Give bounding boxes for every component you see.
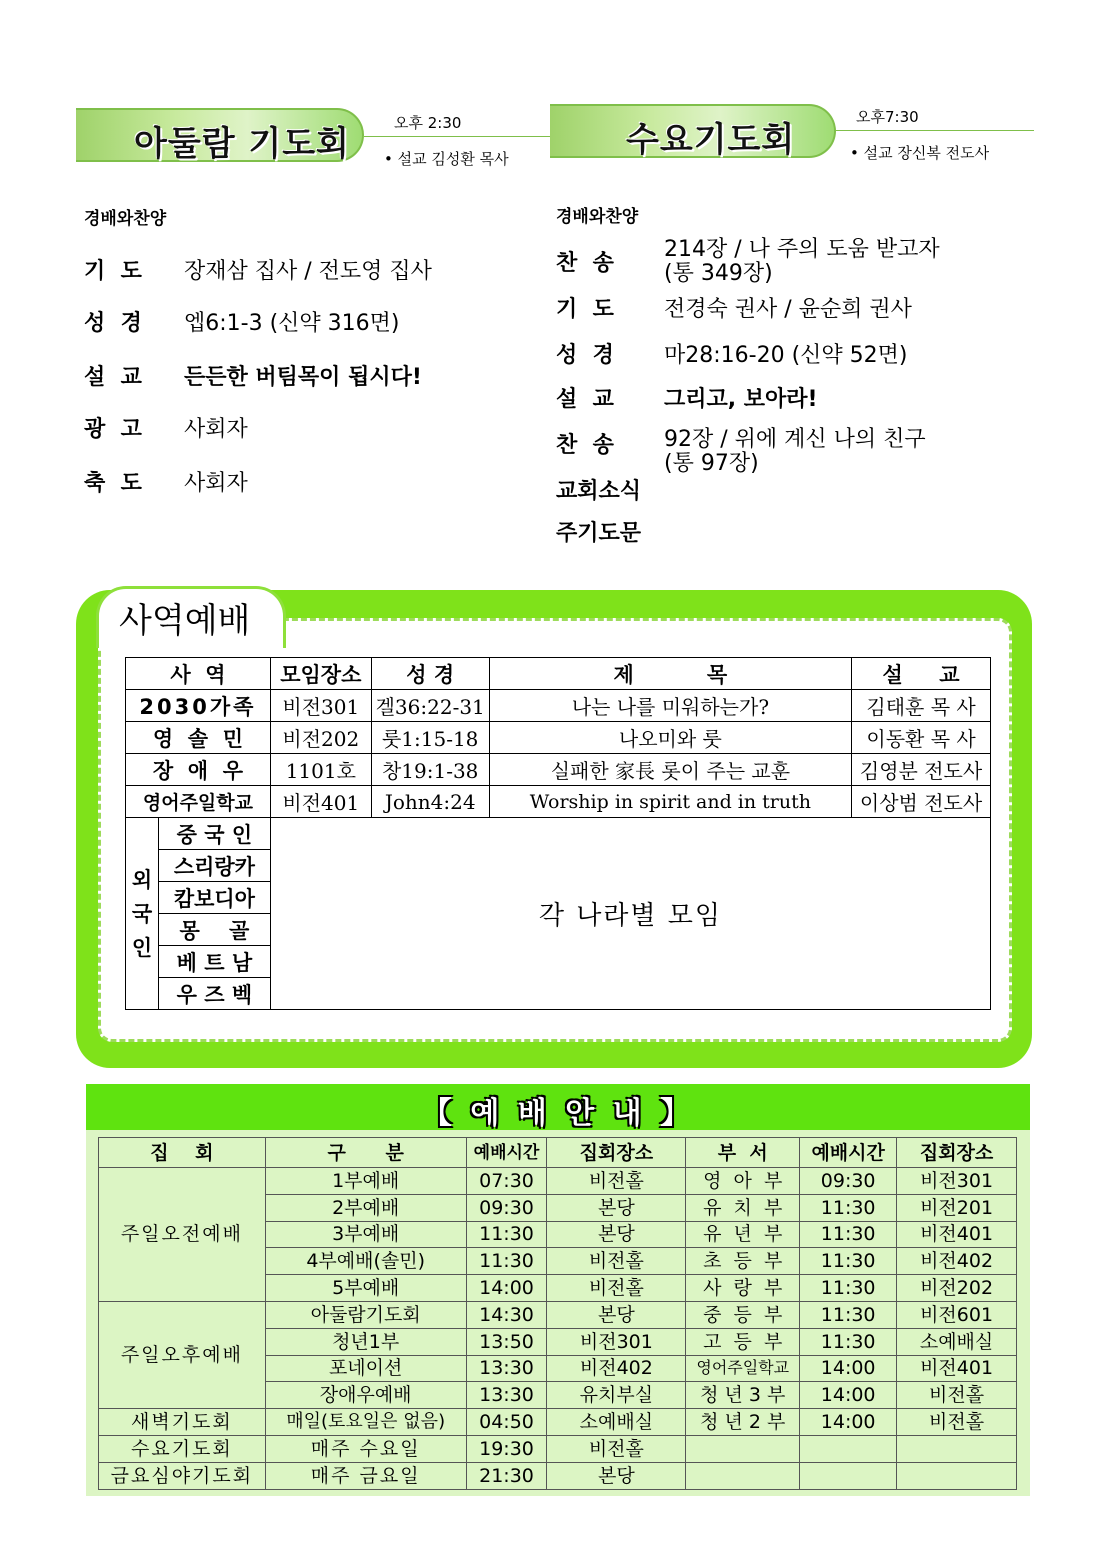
schedule-place: 비전홀	[547, 1168, 686, 1195]
ministry-preacher: 김태훈 목 사	[852, 690, 991, 722]
schedule-dept-time: 14:00	[800, 1382, 897, 1409]
adullam-row-label: 축 도	[84, 471, 142, 496]
schedule-dept-time: 11:30	[800, 1248, 897, 1275]
ministry-subject: 나오미와 룻	[489, 722, 851, 754]
schedule-dept-time	[800, 1462, 897, 1489]
schedule-dept: 사 랑 부	[686, 1275, 800, 1302]
wednesday-preacher: • 설교 장신복 전도사	[850, 144, 990, 162]
header-cell: 모임장소	[270, 658, 371, 690]
wednesday-hymn2-line1: 92장 / 위에 계신 나의 친구	[664, 427, 926, 452]
header-cell: 집 회	[99, 1138, 266, 1168]
foreign-row	[126, 818, 991, 850]
ministry-place: 비전301	[270, 690, 371, 722]
schedule-place: 본당	[547, 1462, 686, 1489]
table-row	[99, 1462, 1017, 1489]
schedule-dept-time: 11:30	[800, 1328, 897, 1355]
schedule-dept-time: 11:30	[800, 1221, 897, 1248]
ministry-row	[126, 722, 991, 754]
ministry-subject: 실패한 家長 롯이 주는 교훈	[489, 754, 851, 786]
schedule-dept: 영어주일학교	[686, 1355, 800, 1382]
wednesday-worship-label: 경배와찬양	[556, 207, 639, 227]
schedule-dept-place: 비전401	[897, 1355, 1017, 1382]
ministry-table	[125, 657, 991, 1010]
schedule-dept-place: 비전401	[897, 1221, 1017, 1248]
wednesday-lords-prayer: 주기도문	[556, 521, 642, 546]
header-cell: 집회장소	[547, 1138, 686, 1168]
schedule-time: 21:30	[466, 1462, 547, 1489]
schedule-dept-place: 비전301	[897, 1168, 1017, 1195]
schedule-division: 2부예배	[265, 1194, 466, 1221]
adullam-row-value: 든든한 버팀목이 됩시다!	[184, 365, 422, 390]
header-cell: 성 경	[371, 658, 489, 690]
header-cell: 예배시간	[800, 1138, 897, 1168]
ministry-row	[126, 786, 991, 818]
adullam-title: 아둘람 기도회	[134, 124, 350, 164]
schedule-dept-place: 비전202	[897, 1275, 1017, 1302]
wednesday-title: 수요기도회	[626, 120, 796, 160]
schedule-group: 주일오후예배	[99, 1301, 266, 1408]
schedule-division: 1부예배	[265, 1168, 466, 1195]
adullam-divider	[364, 136, 554, 137]
schedule-title: 【 예 배 안 내 】	[421, 1096, 695, 1131]
schedule-group: 수요기도회	[99, 1435, 266, 1462]
schedule-dept-place: 비전201	[897, 1194, 1017, 1221]
adullam-row-label: 설 교	[84, 365, 142, 390]
schedule-division: 아둘람기도회	[265, 1301, 466, 1328]
wednesday-scripture: 마28:16-20 (신약 52면)	[664, 343, 908, 368]
header-cell: 제 목	[489, 658, 851, 690]
wednesday-news: 교회소식	[556, 479, 642, 504]
schedule-division: 장애우예배	[265, 1382, 466, 1409]
schedule-dept: 초 등 부	[686, 1248, 800, 1275]
header-cell: 설 교	[852, 658, 991, 690]
wednesday-hymn1-line2: (통 349장)	[664, 261, 773, 286]
foreign-label	[126, 818, 159, 1010]
wednesday-banner	[550, 104, 836, 158]
wednesday-prayer-label: 기 도	[556, 297, 614, 322]
adullam-row-label: 기 도	[84, 259, 142, 284]
foreign-label-char: 인	[131, 935, 153, 960]
adullam-row-value: 엡6:1-3 (신약 316면)	[184, 311, 400, 336]
ministry-preacher: 이동환 목 사	[852, 722, 991, 754]
schedule-dept-place: 비전홀	[897, 1382, 1017, 1409]
schedule-dept-place	[897, 1435, 1017, 1462]
schedule-place: 유치부실	[547, 1382, 686, 1409]
schedule-place: 비전홀	[547, 1435, 686, 1462]
schedule-dept-time: 09:30	[800, 1168, 897, 1195]
schedule-dept-time: 11:30	[800, 1275, 897, 1302]
table-row	[99, 1168, 1017, 1195]
schedule-place: 비전301	[547, 1328, 686, 1355]
schedule-dept: 영 아 부	[686, 1168, 800, 1195]
ministry-row	[126, 690, 991, 722]
schedule-division: 포네이션	[265, 1355, 466, 1382]
ministry-preacher: 이상범 전도사	[852, 786, 991, 818]
schedule-dept-place: 소예배실	[897, 1328, 1017, 1355]
schedule-group: 새벽기도회	[99, 1409, 266, 1436]
schedule-time: 11:30	[466, 1221, 547, 1248]
schedule-header-row	[99, 1138, 1017, 1168]
schedule-place: 본당	[547, 1194, 686, 1221]
table-row	[99, 1301, 1017, 1328]
schedule-place: 소예배실	[547, 1409, 686, 1436]
header-cell: 예배시간	[466, 1138, 547, 1168]
schedule-dept-place: 비전402	[897, 1248, 1017, 1275]
adullam-preacher: • 설교 김성환 목사	[384, 150, 509, 168]
schedule-time: 13:30	[466, 1355, 547, 1382]
header-cell: 집회장소	[897, 1138, 1017, 1168]
schedule-dept: 청 년 2 부	[686, 1409, 800, 1436]
foreign-group: 몽 골	[158, 914, 270, 946]
schedule-dept-place: 비전홀	[897, 1409, 1017, 1436]
schedule-time: 19:30	[466, 1435, 547, 1462]
adullam-banner	[76, 108, 364, 162]
schedule-division: 3부예배	[265, 1221, 466, 1248]
wednesday-divider	[836, 130, 1034, 131]
wednesday-hymn2-line2: (통 97장)	[664, 451, 759, 476]
schedule-time: 07:30	[466, 1168, 547, 1195]
wednesday-hymn2-label: 찬 송	[556, 433, 614, 458]
schedule-time: 13:30	[466, 1382, 547, 1409]
ministry-scripture: 룻1:15-18	[371, 722, 489, 754]
ministry-subject: Worship in spirit and in truth	[489, 786, 851, 818]
schedule-place: 비전홀	[547, 1275, 686, 1302]
adullam-time: 오후 2:30	[394, 114, 462, 132]
schedule-time: 04:50	[466, 1409, 547, 1436]
table-row	[99, 1435, 1017, 1462]
adullam-row-value: 장재삼 집사 / 전도영 집사	[184, 259, 432, 284]
schedule-dept-time: 11:30	[800, 1301, 897, 1328]
ministry-place: 비전401	[270, 786, 371, 818]
schedule-time: 13:50	[466, 1328, 547, 1355]
foreign-group: 중 국 인	[158, 818, 270, 850]
foreign-group: 우 즈 벡	[158, 978, 270, 1010]
schedule-dept: 유 치 부	[686, 1194, 800, 1221]
adullam-row-value: 사회자	[184, 471, 248, 496]
schedule-time: 14:00	[466, 1275, 547, 1302]
foreign-group: 캄보디아	[158, 882, 270, 914]
schedule-dept	[686, 1435, 800, 1462]
adullam-row-value: 사회자	[184, 417, 248, 442]
schedule-dept: 고 등 부	[686, 1328, 800, 1355]
ministry-group: 영 솔 민	[126, 722, 271, 754]
ministry-group: 영어주일학교	[126, 786, 271, 818]
schedule-place: 비전홀	[547, 1248, 686, 1275]
ministry-subject: 나는 나를 미워하는가?	[489, 690, 851, 722]
schedule-place: 본당	[547, 1301, 686, 1328]
ministry-tab	[96, 586, 286, 648]
foreign-group: 베 트 남	[158, 946, 270, 978]
wednesday-sermon: 그리고, 보아라!	[664, 387, 818, 412]
wednesday-hymn1-label: 찬 송	[556, 251, 614, 276]
schedule-time: 11:30	[466, 1248, 547, 1275]
schedule-dept: 청 년 3 부	[686, 1382, 800, 1409]
schedule-dept-time: 11:30	[800, 1194, 897, 1221]
wednesday-prayer: 전경숙 권사 / 윤순희 권사	[664, 297, 912, 322]
foreign-label-char: 국	[131, 901, 153, 926]
ministry-scripture: 겔36:22-31	[371, 690, 489, 722]
ministry-title: 사역예배	[119, 601, 251, 641]
ministry-preacher: 김영분 전도사	[852, 754, 991, 786]
wednesday-time: 오후7:30	[856, 108, 919, 126]
schedule-place: 비전402	[547, 1355, 686, 1382]
ministry-place: 비전202	[270, 722, 371, 754]
schedule-group: 금요심야기도회	[99, 1462, 266, 1489]
schedule-time: 09:30	[466, 1194, 547, 1221]
schedule-group: 주일오전예배	[99, 1168, 266, 1302]
adullam-row-label: 성 경	[84, 311, 142, 336]
schedule-place: 본당	[547, 1221, 686, 1248]
schedule-time: 14:30	[466, 1301, 547, 1328]
header-cell: 사 역	[126, 658, 271, 690]
schedule-division: 4부예배(솔민)	[265, 1248, 466, 1275]
header-cell: 부 서	[686, 1138, 800, 1168]
ministry-place: 1101호	[270, 754, 371, 786]
wednesday-hymn1-line1: 214장 / 나 주의 도움 받고자	[664, 237, 940, 262]
schedule-dept-place: 비전601	[897, 1301, 1017, 1328]
schedule-division: 청년1부	[265, 1328, 466, 1355]
schedule-dept-time	[800, 1435, 897, 1462]
ministry-group: 장 애 우	[126, 754, 271, 786]
adullam-row-label: 광 고	[84, 417, 142, 442]
wednesday-scripture-label: 성 경	[556, 343, 614, 368]
ministry-scripture: 창19:1-38	[371, 754, 489, 786]
ministry-group: 2030가족	[126, 690, 271, 722]
foreign-note: 각 나라별 모임	[270, 818, 990, 1010]
header-cell: 구 분	[265, 1138, 466, 1168]
schedule-division: 매주 금요일	[265, 1462, 466, 1489]
schedule-dept-place	[897, 1462, 1017, 1489]
table-row	[99, 1409, 1017, 1436]
ministry-scripture: John4:24	[371, 786, 489, 818]
schedule-dept	[686, 1462, 800, 1489]
schedule-division: 매주 수요일	[265, 1435, 466, 1462]
foreign-group: 스리랑카	[158, 850, 270, 882]
schedule-division: 5부예배	[265, 1275, 466, 1302]
ministry-row	[126, 754, 991, 786]
schedule-dept: 중 등 부	[686, 1301, 800, 1328]
foreign-label-char: 외	[131, 867, 153, 892]
schedule-division: 매일(토요일은 없음)	[265, 1409, 466, 1436]
schedule-dept-time: 14:00	[800, 1355, 897, 1382]
wednesday-sermon-label: 설 교	[556, 387, 614, 412]
schedule-dept: 유 년 부	[686, 1221, 800, 1248]
adullam-worship-label: 경배와찬양	[84, 209, 167, 229]
schedule-header	[86, 1084, 1030, 1130]
schedule-dept-time: 14:00	[800, 1409, 897, 1436]
ministry-header-row	[126, 658, 991, 690]
schedule-table	[98, 1137, 1017, 1490]
